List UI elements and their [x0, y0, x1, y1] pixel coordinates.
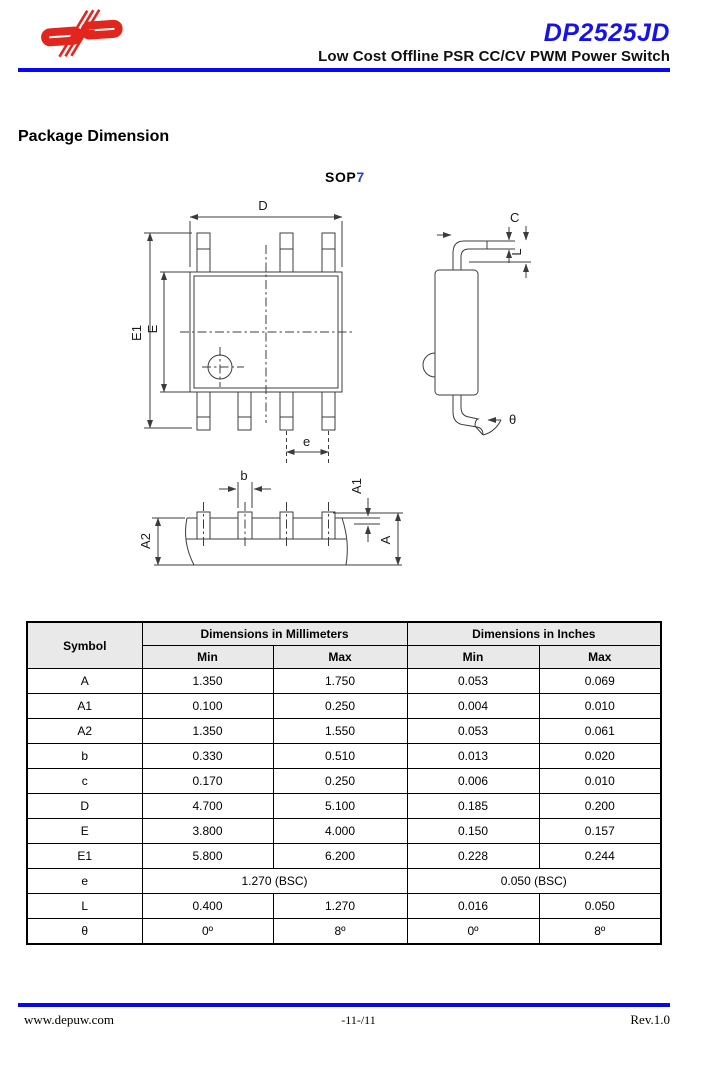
footer-rule — [18, 1003, 670, 1007]
table-row — [27, 694, 661, 719]
dim-cell: 0.150 — [407, 819, 539, 844]
dim-label-L: L — [509, 248, 524, 256]
package-side-view-drawing — [425, 200, 545, 440]
dim-symbol: D — [27, 794, 142, 819]
dim-symbol: E1 — [27, 844, 142, 869]
package-front-view-drawing — [140, 468, 410, 580]
col-header-mm: Dimensions in Millimeters — [142, 622, 407, 646]
dim-cell: 0.016 — [407, 894, 539, 919]
dim-symbol: θ — [27, 919, 142, 945]
dim-symbol: A1 — [27, 694, 142, 719]
table-row — [27, 769, 661, 794]
dim-cell: 5.100 — [273, 794, 407, 819]
dim-label-E: E — [145, 324, 160, 334]
dim-label-b: b — [240, 468, 248, 483]
table-row — [27, 719, 661, 744]
dim-cell: 0.061 — [539, 719, 661, 744]
dim-cell: 0.010 — [539, 694, 661, 719]
package-body-side — [435, 270, 478, 395]
dim-cell: 0.250 — [273, 769, 407, 794]
dim-symbol: e — [27, 869, 142, 894]
dim-cell: 0.013 — [407, 744, 539, 769]
dim-cell: 0.010 — [539, 769, 661, 794]
dim-cell: 1.350 — [142, 669, 273, 694]
package-pin-count: 7 — [356, 169, 365, 185]
dim-cell: 0.330 — [142, 744, 273, 769]
dim-cell: 1.270 — [273, 894, 407, 919]
dim-cell: 0º — [407, 919, 539, 945]
dim-label-C: C — [510, 210, 520, 225]
col-header-mm-min: Min — [142, 646, 273, 669]
table-row — [27, 844, 661, 869]
dim-symbol: c — [27, 769, 142, 794]
table-row — [27, 794, 661, 819]
dim-cell: 1.750 — [273, 669, 407, 694]
table-row — [27, 869, 661, 894]
dim-label-A1: A1 — [349, 478, 364, 494]
dim-cell: 0.170 — [142, 769, 273, 794]
table-row — [27, 669, 661, 694]
dim-cell: 0.228 — [407, 844, 539, 869]
dim-cell: 0.020 — [539, 744, 661, 769]
col-header-symbol: Symbol — [27, 622, 142, 669]
col-header-mm-max: Max — [273, 646, 407, 669]
dim-cell: 0.004 — [407, 694, 539, 719]
header-rule — [18, 68, 670, 72]
dim-cell: 0.244 — [539, 844, 661, 869]
dim-cell: 0.069 — [539, 669, 661, 694]
package-name-text: SOP — [325, 169, 357, 185]
dim-symbol: b — [27, 744, 142, 769]
col-header-inch: Dimensions in Inches — [407, 622, 661, 646]
footer — [0, 1012, 717, 1032]
dim-cell: 5.800 — [142, 844, 273, 869]
dim-cell: 6.200 — [273, 844, 407, 869]
dim-cell: 0º — [142, 919, 273, 945]
dim-label-E1: E1 — [129, 325, 144, 341]
dim-label-e: e — [303, 434, 311, 449]
dim-cell: 8º — [539, 919, 661, 945]
dim-cell: 0.006 — [407, 769, 539, 794]
document-subtitle: Low Cost Offline PSR CC/CV PWM Power Switch — [318, 48, 670, 66]
footer-revision: Rev.1.0 — [630, 1012, 670, 1027]
dim-cell: 0.053 — [407, 669, 539, 694]
dim-cell: 4.000 — [273, 819, 407, 844]
dim-cell-merged-inch: 0.050 (BSC) — [407, 869, 661, 894]
dim-cell: 3.800 — [142, 819, 273, 844]
package-top-view-drawing — [130, 195, 420, 470]
table-row — [27, 919, 661, 945]
dim-label-A2: A2 — [138, 533, 153, 549]
table-row — [27, 894, 661, 919]
dim-cell: 4.700 — [142, 794, 273, 819]
dim-cell: 0.400 — [142, 894, 273, 919]
dim-cell: 1.550 — [273, 719, 407, 744]
dim-label-D: D — [258, 198, 268, 213]
table-row — [27, 819, 661, 844]
dim-cell: 8º — [273, 919, 407, 945]
dim-cell: 0.250 — [273, 694, 407, 719]
dim-cell: 0.200 — [539, 794, 661, 819]
dim-cell: 1.350 — [142, 719, 273, 744]
part-number: DP2525JD — [543, 19, 670, 47]
col-header-in-max: Max — [539, 646, 661, 669]
dim-symbol: A2 — [27, 719, 142, 744]
section-title: Package Dimension — [18, 128, 170, 145]
dim-symbol: A — [27, 669, 142, 694]
dim-cell: 0.050 — [539, 894, 661, 919]
dim-cell-merged-mm: 1.270 (BSC) — [142, 869, 407, 894]
dim-cell: 0.510 — [273, 744, 407, 769]
col-header-in-min: Min — [407, 646, 539, 669]
table-row — [27, 744, 661, 769]
dim-symbol: L — [27, 894, 142, 919]
footer-page-number: -11-/11 — [341, 1013, 376, 1027]
dim-cell: 0.185 — [407, 794, 539, 819]
front-pins — [197, 502, 335, 548]
footer-website: www.depuw.com — [24, 1012, 115, 1027]
dim-label-theta: θ — [509, 412, 517, 427]
dim-cell: 0.157 — [539, 819, 661, 844]
package-name — [325, 169, 365, 185]
header-title-block — [318, 20, 670, 65]
dim-cell: 0.100 — [142, 694, 273, 719]
dim-label-A: A — [378, 535, 393, 545]
dim-cell: 0.053 — [407, 719, 539, 744]
dim-symbol: E — [27, 819, 142, 844]
dimension-table — [26, 621, 662, 945]
